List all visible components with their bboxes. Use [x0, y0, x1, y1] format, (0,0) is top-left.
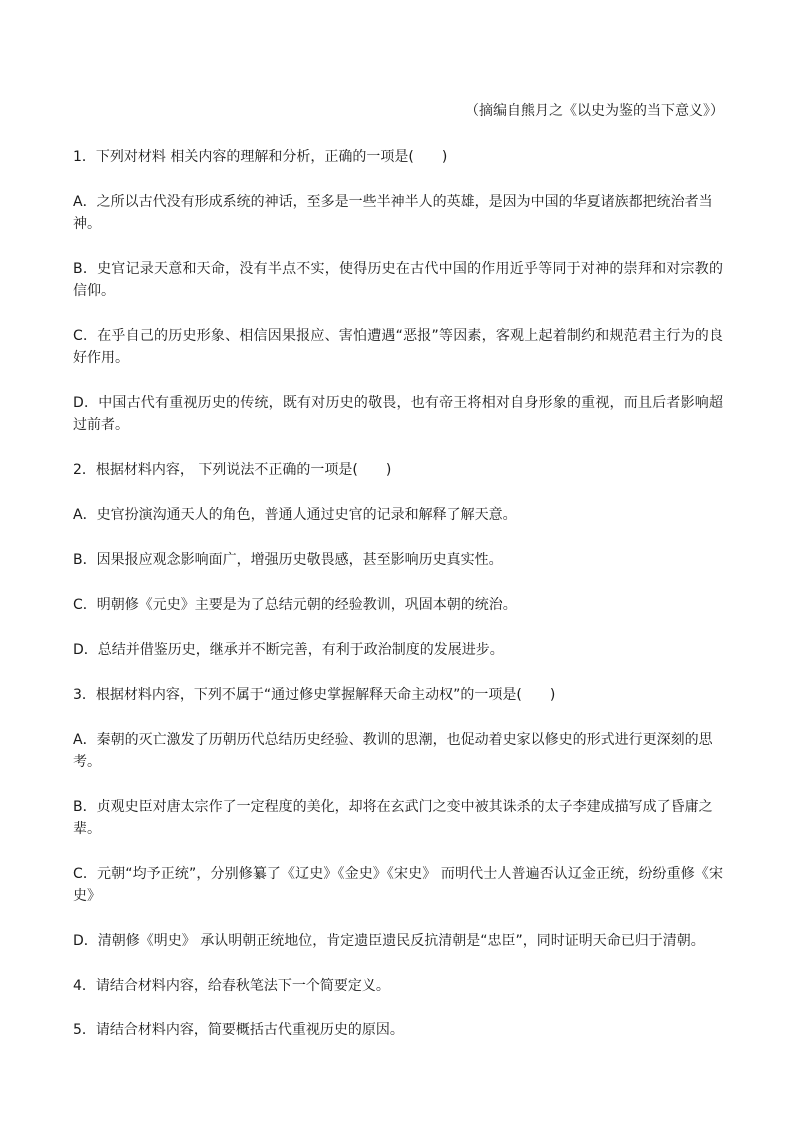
question-3-option-c: C．元朝“均予正统”，分别修纂了《辽史》《金史》《宋史》 而明代士人普遍否认辽金正统，纷纷重修《宋史》: [73, 866, 723, 904]
question-1-stem: 1．下列对材料 相关内容的理解和分析，正确的一项是( ): [73, 149, 448, 165]
question-5-stem: 5．请结合材料内容，简要概括古代重视历史的原因。: [73, 1022, 404, 1038]
question-3-option-a: A．秦朝的灭亡激发了历朝历代总结历史经验、教训的思潮，也促动着史家以修史的形式进行更深刻的思考。: [73, 732, 713, 770]
question-list: [73, 146, 723, 1064]
question-1-option-b: B．史官记录天意和天命，没有半点不实，使得历史在古代中国的作用近乎等同于对神的崇拜和对宗教的信仰。: [73, 261, 723, 299]
question-1-option-a: A．之所以古代没有形成系统的神话，至多是一些半神半人的英雄，是因为中国的华夏诸族都把统治者当神。: [73, 194, 713, 232]
question-3-option-b: B．贞观史臣对唐太宗作了一定程度的美化，却将在玄武门之变中被其诛杀的太子李建成描写成了昏庸之辈。: [73, 799, 713, 837]
question-2-option-b: B．因果报应观念影响面广，增强历史敬畏感，甚至影响历史真实性。: [73, 552, 503, 568]
question-2-option-d: D．总结并借鉴历史，继承并不断完善，有利于政治制度的发展进步。: [73, 642, 504, 658]
question-4-stem: 4．请结合材料内容，给春秋笔法下一个简要定义。: [73, 978, 390, 994]
question-1-option-d: D．中国古代有重视历史的传统，既有对历史的敬畏，也有帝王将相对自身形象的重视，而且后者影响超过前者。: [73, 395, 723, 433]
question-3-stem: 3．根据材料内容，下列不属于“通过修史掌握解释天命主动权”的一项是( ): [73, 687, 556, 703]
question-2-stem: 2．根据材料内容， 下列说法不正确的一项是( ): [73, 462, 392, 478]
question-1-option-c: C．在乎自己的历史形象、相信因果报应、害怕遭遇“恶报”等因素，客观上起着制约和规范君主行为的良好作用。: [73, 328, 723, 366]
question-3-option-d: D．清朝修《明史》 承认明朝正统地位，肯定遗臣遗民反抗清朝是“忠臣”，同时证明天命已归于清朝。: [73, 933, 705, 949]
question-2-option-c: C．明朝修《元史》主要是为了总结元朝的经验教训，巩固本朝的统治。: [73, 597, 517, 613]
source-citation: （摘编自熊月之《以史为鉴的当下意义》）: [465, 103, 724, 119]
question-2-option-a: A．史官扮演沟通天人的角色，普通人通过史官的记录和解释了解天意。: [73, 507, 517, 523]
